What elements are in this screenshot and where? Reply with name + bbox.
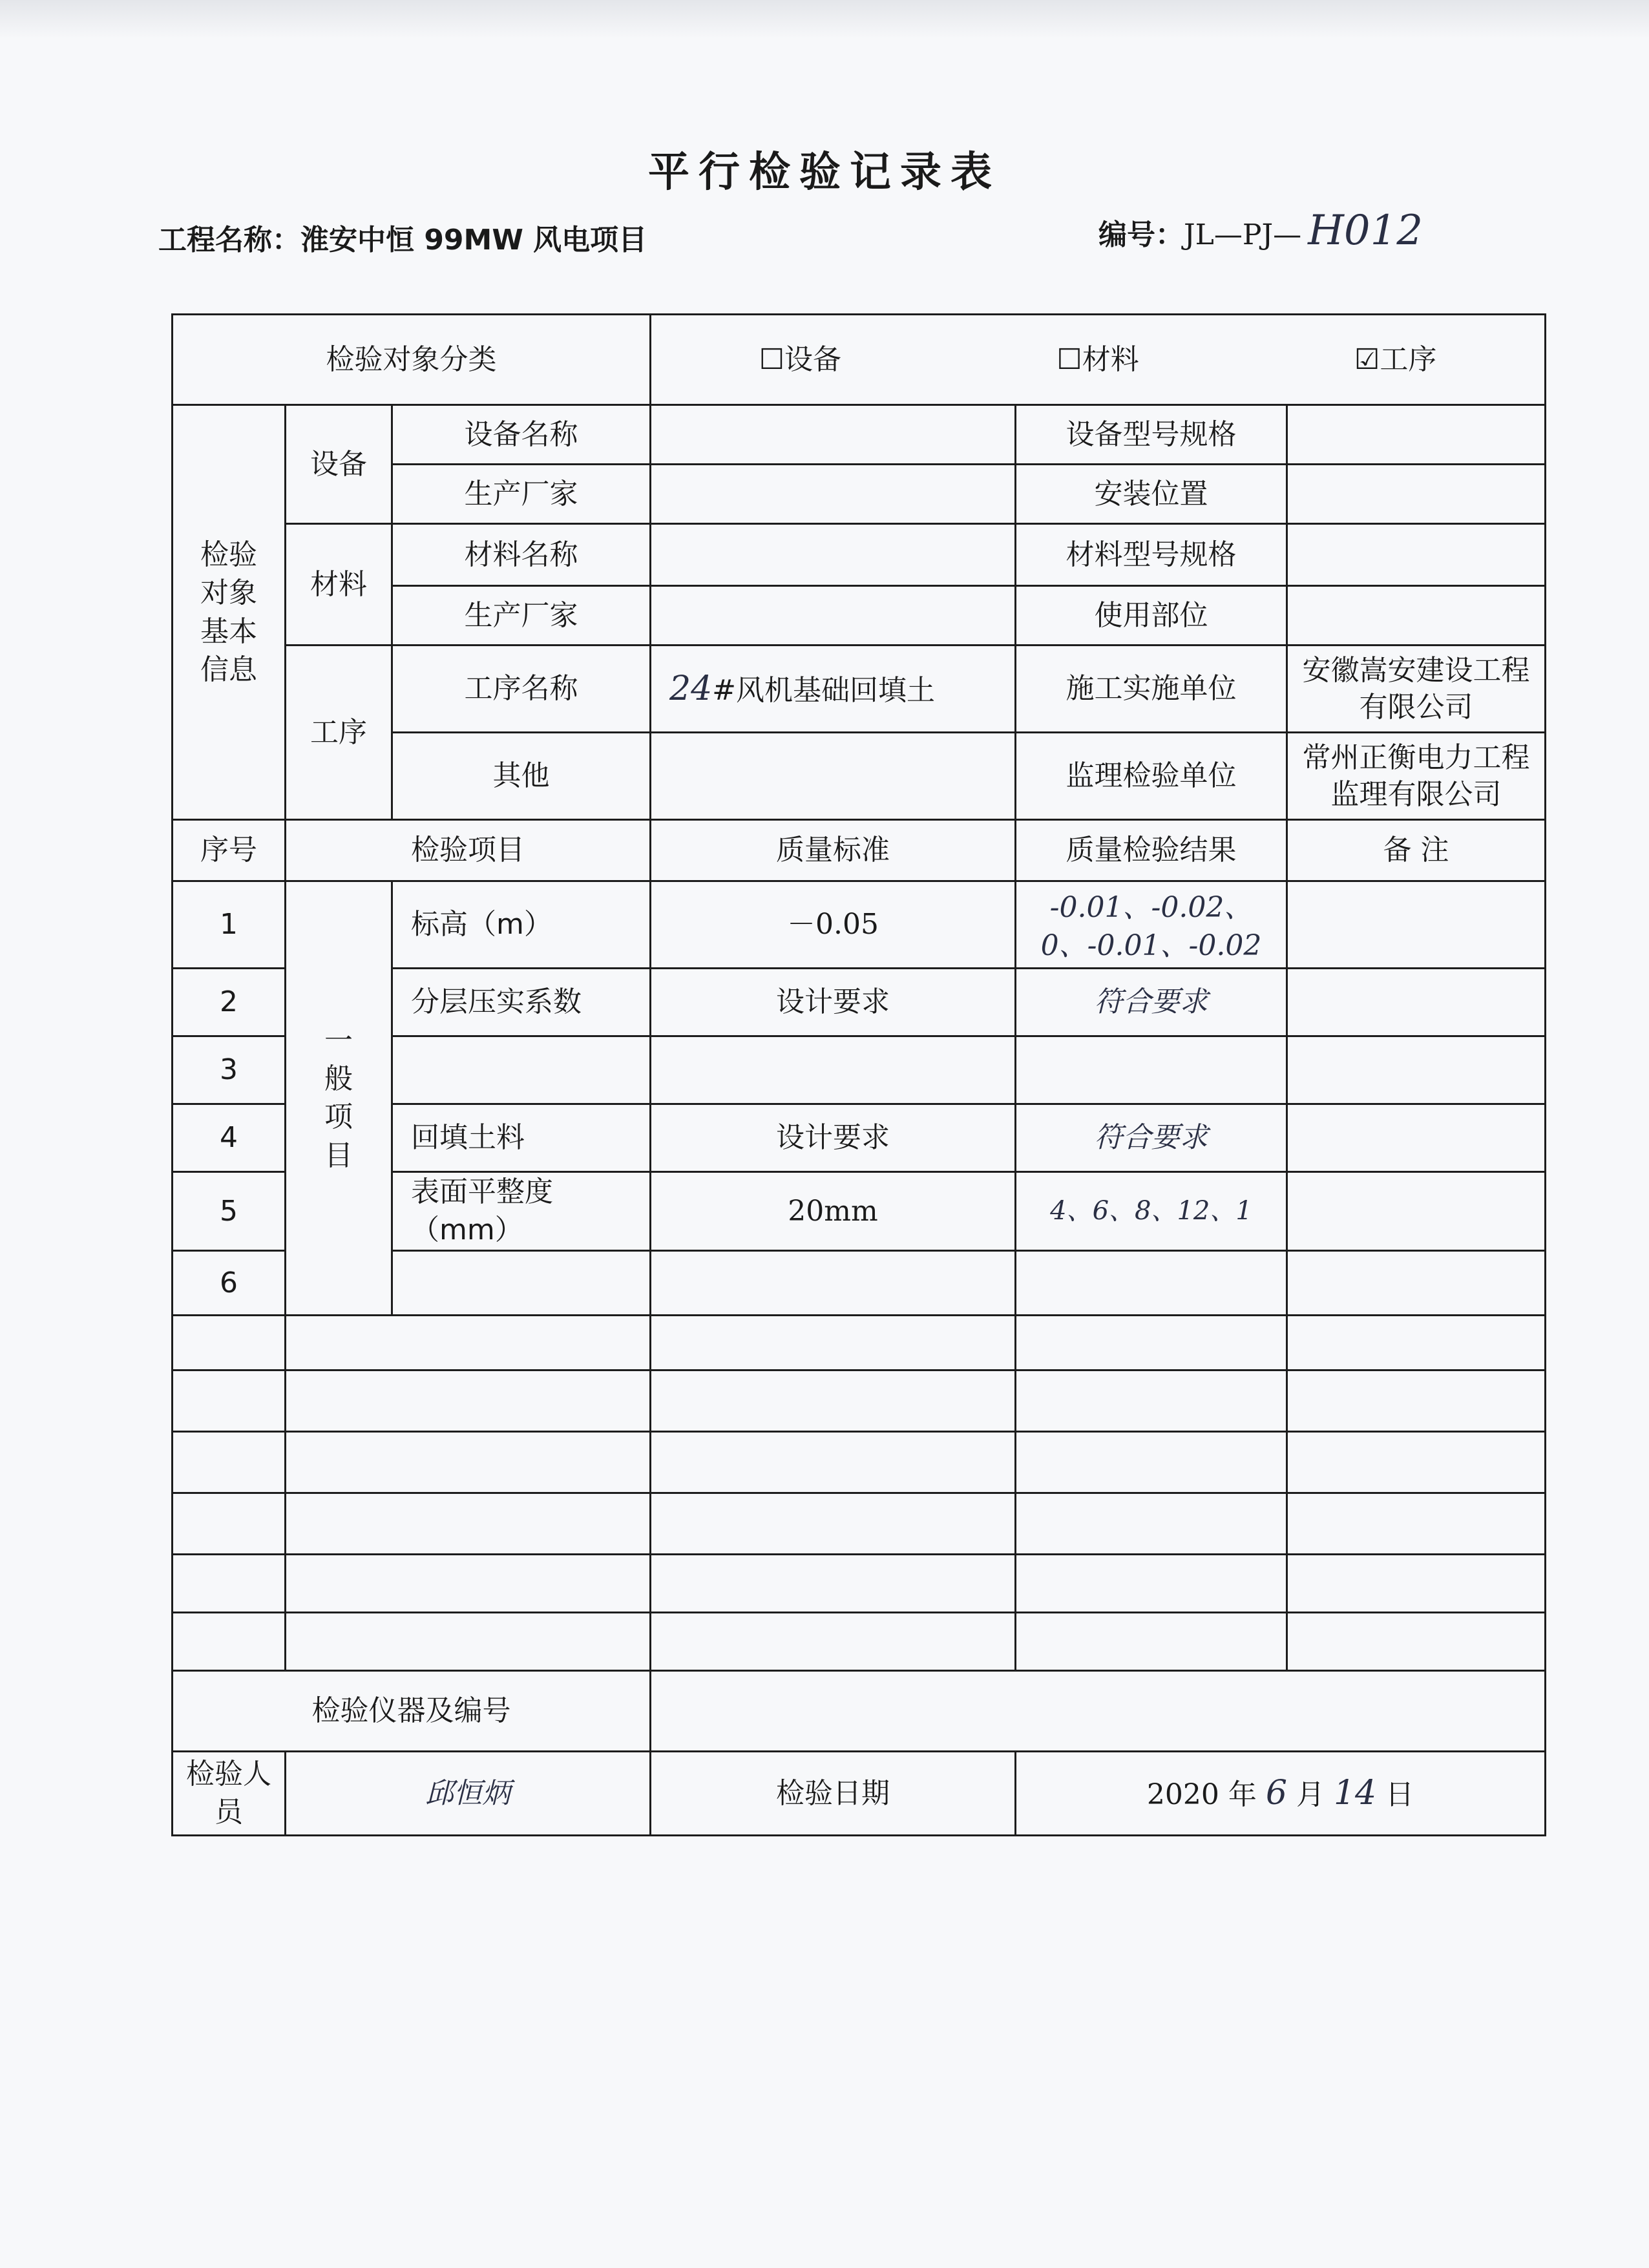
date-year-unit: 年 (1228, 1778, 1257, 1812)
option-label: 工序 (1380, 342, 1437, 376)
process-label: 工序 (286, 646, 392, 820)
category-row (173, 315, 1546, 405)
supervisor-label: 监理检验单位 (1016, 733, 1287, 820)
equipment-label: 设备 (286, 405, 392, 524)
instrument-value (651, 1670, 1546, 1751)
equipment-maker-label: 生产厂家 (392, 465, 651, 524)
date-month: 6 (1265, 1774, 1287, 1813)
checkbox-empty-icon[interactable]: ☐ (759, 342, 785, 376)
material-model-value (1287, 524, 1546, 586)
item-result (1016, 1036, 1287, 1104)
equipment-location-label: 安装位置 (1016, 465, 1287, 524)
blank-row (173, 1612, 1546, 1670)
category-label: 检验对象分类 (173, 315, 651, 405)
item-standard: 设计要求 (651, 969, 1016, 1036)
item-standard (651, 1036, 1016, 1104)
item-remark (1287, 1104, 1546, 1172)
item-result: -0.01、-0.02、0、-0.01、-0.02 (1016, 881, 1287, 969)
blank-row (173, 1431, 1546, 1493)
signature-row (173, 1751, 1546, 1835)
material-use-value (1287, 586, 1546, 646)
inspection-table (171, 313, 1546, 1836)
item-result: 符合要求 (1016, 1104, 1287, 1172)
item-name (392, 1250, 651, 1315)
items-header-row (173, 820, 1546, 881)
process-name-handwritten: 24 (669, 669, 713, 708)
item-name (392, 1036, 651, 1104)
serial-handwritten: H012 (1308, 207, 1423, 255)
option-equipment[interactable] (759, 341, 841, 379)
item-seq: 3 (173, 1036, 286, 1104)
item-standard: 20mm (651, 1172, 1016, 1251)
equipment-location-value (1287, 465, 1546, 524)
blank-row (173, 1493, 1546, 1554)
inspector-label: 检验人员 (173, 1751, 286, 1835)
item-seq: 1 (173, 881, 286, 969)
table-row (173, 881, 1546, 969)
item-standard (651, 1250, 1016, 1315)
item-name: 标高（m） (392, 881, 651, 969)
other-value (651, 733, 1016, 820)
item-seq: 5 (173, 1172, 286, 1251)
item-name: 分层压实系数 (392, 969, 651, 1036)
checkbox-empty-icon[interactable]: ☐ (1056, 342, 1082, 376)
option-label: 材料 (1082, 342, 1139, 376)
material-label: 材料 (286, 524, 392, 646)
date-day: 14 (1333, 1774, 1377, 1813)
header-item: 检验项目 (286, 820, 651, 881)
material-maker-value (651, 586, 1016, 646)
header-seq: 序号 (173, 820, 286, 881)
serial-number (1098, 207, 1423, 255)
item-seq: 4 (173, 1104, 286, 1172)
item-result: 4、6、8、12、1 (1016, 1172, 1287, 1251)
serial-prefix: JL—PJ— (1184, 218, 1302, 251)
instrument-label: 检验仪器及编号 (173, 1670, 651, 1751)
material-name-label: 材料名称 (392, 524, 651, 586)
header-remark: 备 注 (1287, 820, 1546, 881)
material-row-1 (173, 524, 1546, 586)
date-month-unit: 月 (1296, 1778, 1325, 1812)
process-name-text: #风机基础回填土 (712, 673, 936, 707)
document-title: 平行检验记录表 (648, 148, 1001, 196)
equipment-maker-value (651, 465, 1016, 524)
process-name-value (651, 646, 1016, 733)
serial-label: 编号： (1098, 218, 1184, 251)
date-year: 2020 (1146, 1778, 1219, 1812)
date-value (1016, 1751, 1546, 1835)
date-day-unit: 日 (1385, 1778, 1414, 1812)
inspector-signature: 邱恒炳 (286, 1751, 651, 1835)
item-remark (1287, 969, 1546, 1036)
item-standard: 设计要求 (651, 1104, 1016, 1172)
blank-row (173, 1370, 1546, 1431)
contractor-label: 施工实施单位 (1016, 646, 1287, 733)
contractor-value: 安徽嵩安建设工程有限公司 (1287, 646, 1546, 733)
item-result: 符合要求 (1016, 969, 1287, 1036)
equipment-model-label: 设备型号规格 (1016, 405, 1287, 465)
item-seq: 2 (173, 969, 286, 1036)
item-name: 表面平整度（mm） (392, 1172, 651, 1251)
scan-edge-shadow (0, 0, 1649, 39)
basic-info-label: 检验对象基本信息 (173, 405, 286, 820)
item-remark (1287, 1172, 1546, 1251)
option-process[interactable] (1354, 341, 1436, 379)
process-name-label: 工序名称 (392, 646, 651, 733)
supervisor-value: 常州正衡电力工程监理有限公司 (1287, 733, 1546, 820)
item-standard: －0.05 (651, 881, 1016, 969)
material-use-label: 使用部位 (1016, 586, 1287, 646)
material-model-label: 材料型号规格 (1016, 524, 1287, 586)
equipment-name-value (651, 405, 1016, 465)
item-remark (1287, 1036, 1546, 1104)
material-maker-label: 生产厂家 (392, 586, 651, 646)
item-result (1016, 1250, 1287, 1315)
header-standard: 质量标准 (651, 820, 1016, 881)
item-remark (1287, 1250, 1546, 1315)
option-label: 设备 (784, 342, 842, 376)
project-name: 工程名称：淮安中恒 99MW 风电项目 (158, 224, 647, 257)
instrument-row (173, 1670, 1546, 1751)
equipment-model-value (1287, 405, 1546, 465)
item-name: 回填土料 (392, 1104, 651, 1172)
checkbox-checked-icon[interactable]: ☑ (1354, 342, 1380, 376)
category-options (651, 315, 1546, 405)
blank-row (173, 1315, 1546, 1370)
equipment-name-label: 设备名称 (392, 405, 651, 465)
header-result: 质量检验结果 (1016, 820, 1287, 881)
item-remark (1287, 881, 1546, 969)
other-label: 其他 (392, 733, 651, 820)
material-name-value (651, 524, 1016, 586)
blank-row (173, 1554, 1546, 1612)
general-items-label: 一般项目 (286, 881, 392, 1316)
date-label: 检验日期 (651, 1751, 1016, 1835)
process-row-1 (173, 646, 1546, 733)
option-material[interactable] (1056, 341, 1139, 379)
equipment-row-1 (173, 405, 1546, 465)
item-seq: 6 (173, 1250, 286, 1315)
